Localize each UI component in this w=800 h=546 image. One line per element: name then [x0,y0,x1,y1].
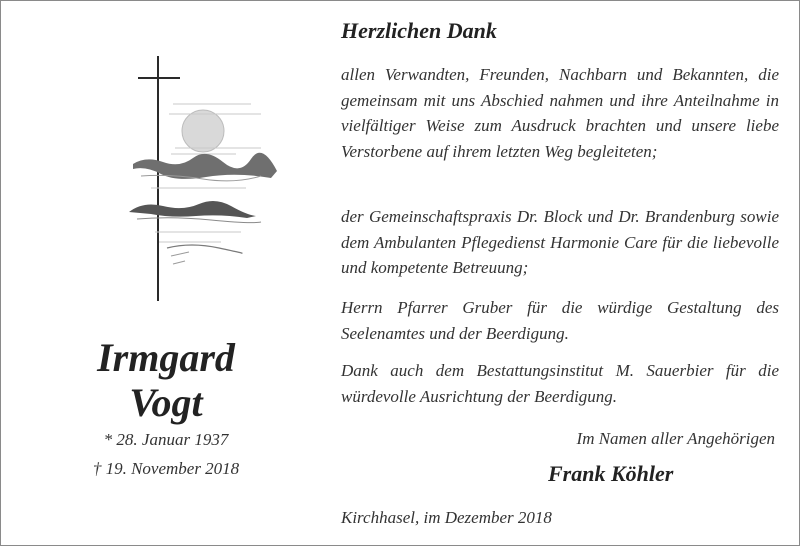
on-behalf-line: Im Namen aller Angehörigen [576,429,775,448]
thanks-column [341,1,779,545]
birth-date: * 28. Januar 1937 [103,430,229,449]
thanks-paragraph-care: der Gemeinschaftspraxis Dr. Block und Dr. Brandenburg sowie dem Ambulanten Pflegedienst Harmonie Care für die liebevolle und kompetente Betreuung; [341,207,779,277]
memorial-column [1,1,331,545]
signer-name: Frank Köhler [548,461,674,486]
deceased-first-name: Irmgard [97,335,235,380]
place-and-date: Kirchhasel, im Dezember 2018 [341,508,552,527]
thanks-paragraph-family: allen Verwandten, Freunden, Nachbarn und Bekannten, die gemeinsam mit uns Abschied nahmen und ihre Anteilnahme in vielfältiger Weise zum Ausdruck brachten und unsere liebe Verstorbene auf ihrem letzten Weg begleiteten; [341,65,779,161]
thanks-paragraph-pastor: Herrn Pfarrer Gruber für die würdige Gestaltung des Seelenamtes und der Beerdigung. [341,298,779,343]
thanks-heading: Herzlichen Dank [341,18,497,43]
thanks-paragraph-undertaker: Dank auch dem Bestattungsinstitut M. Sauerbier für die würdevolle Ausrichtung der Beerdigung. [341,361,779,406]
death-date: † 19. November 2018 [92,459,240,478]
deceased-last-name: Vogt [129,380,203,425]
cross-landscape-icon [111,56,291,306]
